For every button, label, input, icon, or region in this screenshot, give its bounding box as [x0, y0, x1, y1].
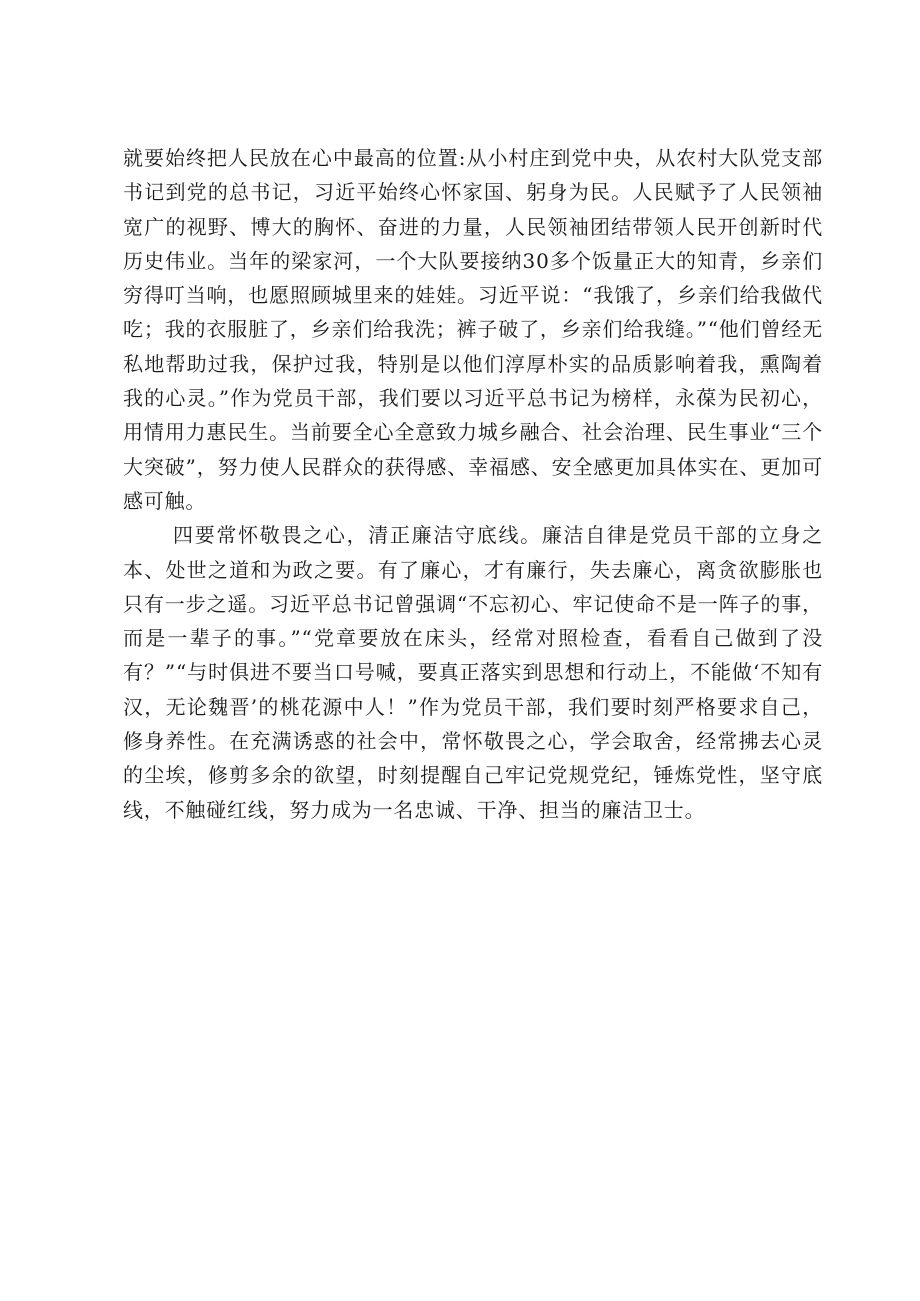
document-body: [123, 141, 823, 827]
paragraph-1: 就要始终把人民放在心中最高的位置:从小村庄到党中央，从农村大队党支部书记到党的总书记，习近平始终心怀家国、躬身为民。人民赋予了人民领袖宽广的视野、博大的胸怀、奋进的力量，人民领袖团结带领人民开创新时代历史伟业。当年的梁家河，一个大队要接纳30多个饭量正大的知青，乡亲们穷得叮当响，也愿照顾城里来的娃娃。习近平说：“我饿了，乡亲们给我做代吃；我的衣服脏了，乡亲们给我洗；裤子破了，乡亲们给我缝。”“他们曾经无私地帮助过我，保护过我，特别是以他们淳厚朴实的品质影响着我，熏陶着我的心灵。”作为党员干部，我们要以习近平总书记为榜样，永葆为民初心，用情用力惠民生。当前要全心全意致力城乡融合、社会治理、民生事业“三个大突破”，努力使人民群众的获得感、幸福感、安全感更加具体实在、更加可感可触。: [123, 146, 823, 513]
paragraph-2: 四要常怀敬畏之心，清正廉洁守底线。廉洁自律是党员干部的立身之本、处世之道和为政之要。有了廉心，才有廉行，失去廉心，离贪欲膨胀也只有一步之遥。习近平总书记曾强调“不忘初心、牢记使命不是一阵子的事，而是一辈子的事。”“党章要放在床头，经常对照检查，看看自己做到了没有？”“与时俱进不要当口号喊，要真正落实到思想和行动上，不能做‘不知有汉，无论魏晋’的桃花源中人！”作为党员干部，我们要时刻严格要求自己，修身养性。在充满诱惑的社会中，常怀敬畏之心，学会取舍，经常拂去心灵的尘埃，修剪多余的欲望，时刻提醒自己牢记党规党纪，锤炼党性，坚守底线，不触碰红线，努力成为一名忠诚、干净、担当的廉洁卫士。: [123, 523, 823, 822]
